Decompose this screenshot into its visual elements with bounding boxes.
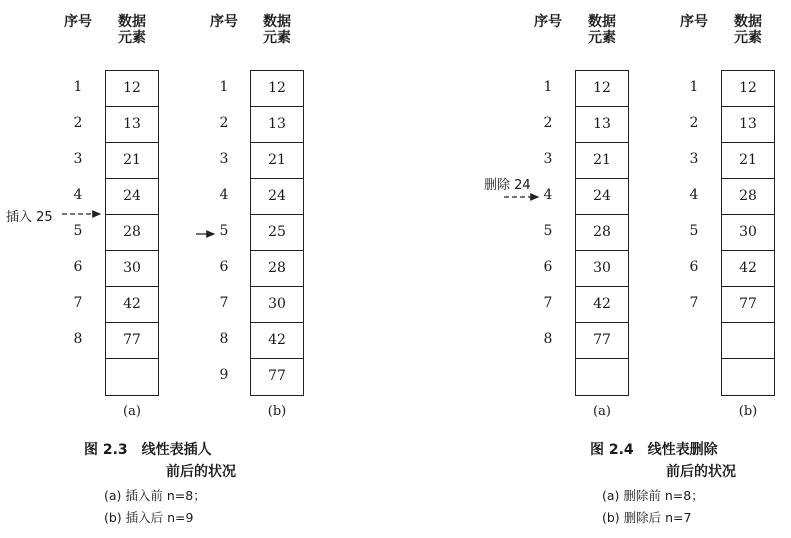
array-cell: 12	[576, 71, 628, 107]
array-cell: 13	[722, 107, 774, 143]
header-data-line1: 数据	[118, 14, 146, 30]
figure-2-3-caption-line2: 前后的状况	[166, 464, 236, 480]
index-label: 7	[689, 295, 699, 311]
sublabel-2-4a: (a)	[593, 404, 611, 419]
index-label: 3	[689, 151, 699, 167]
index-label: 2	[689, 115, 699, 131]
header-data-line1: 数据	[734, 14, 762, 30]
array-cell: 28	[106, 215, 158, 251]
figure-2-4-note-b: (b) 删除后 n=7	[602, 510, 692, 525]
array-cell: 21	[722, 143, 774, 179]
index-label: 3	[73, 151, 83, 167]
array-cell: 25	[251, 215, 303, 251]
index-label: 2	[219, 115, 229, 131]
sublabel-2-4b: (b)	[738, 404, 758, 419]
array-cell: 12	[722, 71, 774, 107]
insert-label: 插入 25	[6, 210, 53, 225]
array-cell: 42	[106, 287, 158, 323]
array-cell: 30	[576, 251, 628, 287]
index-label: 5	[543, 223, 553, 239]
array-cell: 28	[576, 215, 628, 251]
array-cell: 24	[576, 179, 628, 215]
array-cell: 42	[576, 287, 628, 323]
array-cell: 12	[106, 71, 158, 107]
array-cell: 12	[251, 71, 303, 107]
array-cell: 21	[251, 143, 303, 179]
array-cell: 24	[251, 179, 303, 215]
array-cell: 42	[251, 323, 303, 359]
index-label: 8	[73, 331, 83, 347]
header-data-line1: 数据	[588, 14, 616, 30]
array-cell: 30	[106, 251, 158, 287]
index-label: 8	[543, 331, 553, 347]
sublabel-2-3b: (b)	[267, 404, 287, 419]
index-label: 7	[543, 295, 553, 311]
index-label: 4	[73, 187, 83, 203]
index-label: 4	[689, 187, 699, 203]
header-data-line1: 数据	[263, 14, 291, 30]
array-cell: 21	[106, 143, 158, 179]
header-seq-2-3a: 序号	[64, 14, 92, 30]
figure-2-4-note-a: (a) 删除前 n=8；	[602, 488, 704, 503]
index-label: 3	[543, 151, 553, 167]
index-label: 6	[219, 259, 229, 275]
header-seq-2-3b: 序号	[210, 14, 238, 30]
array-cell: 77	[106, 323, 158, 359]
array-cell: 21	[576, 143, 628, 179]
array-cell: 77	[576, 323, 628, 359]
index-label: 3	[219, 151, 229, 167]
array-cell: 13	[106, 107, 158, 143]
array-cell: 30	[722, 215, 774, 251]
index-label: 6	[689, 259, 699, 275]
figure-2-3-caption-line1: 图 2.3 线性表插人	[84, 442, 212, 458]
array-cell: 30	[251, 287, 303, 323]
index-label: 5	[219, 223, 229, 239]
array-cell: 77	[268, 368, 286, 384]
figure-2-3-note-a: (a) 插入前 n=8；	[104, 488, 206, 503]
index-label: 7	[219, 295, 229, 311]
header-data-line2: 元素	[734, 30, 762, 46]
header-data-line2: 元素	[588, 30, 616, 46]
figure-2-4-caption-line2: 前后的状况	[666, 464, 736, 480]
array-cell: 42	[722, 251, 774, 287]
index-label: 1	[219, 79, 229, 95]
figure-2-3-note-b: (b) 插入后 n=9	[104, 510, 194, 525]
header-seq-2-4a: 序号	[534, 14, 562, 30]
index-label: 2	[73, 115, 83, 131]
array-cell: 28	[251, 251, 303, 287]
index-label: 5	[689, 223, 699, 239]
index-label: 5	[73, 223, 83, 239]
array-cell: 13	[576, 107, 628, 143]
header-data-line2: 元素	[118, 30, 146, 46]
index-label: 4	[219, 187, 229, 203]
index-label: 6	[543, 259, 553, 275]
array-cell: 77	[722, 287, 774, 323]
index-label: 7	[73, 295, 83, 311]
figure-2-4-caption-line1: 图 2.4 线性表删除	[590, 442, 718, 458]
index-label: 1	[73, 79, 83, 95]
header-data-line2: 元素	[263, 30, 291, 46]
index-label: 2	[543, 115, 553, 131]
header-seq-2-4b: 序号	[680, 14, 708, 30]
index-label: 1	[689, 79, 699, 95]
index-label: 1	[543, 79, 553, 95]
index-label: 6	[73, 259, 83, 275]
array-cell: 28	[722, 179, 774, 215]
sublabel-2-3a: (a)	[123, 404, 141, 419]
index-label: 9	[219, 367, 229, 383]
delete-label: 删除 24	[484, 178, 531, 193]
index-label: 4	[543, 187, 553, 203]
index-label: 8	[219, 331, 229, 347]
array-cell: 24	[106, 179, 158, 215]
array-cell: 13	[251, 107, 303, 143]
